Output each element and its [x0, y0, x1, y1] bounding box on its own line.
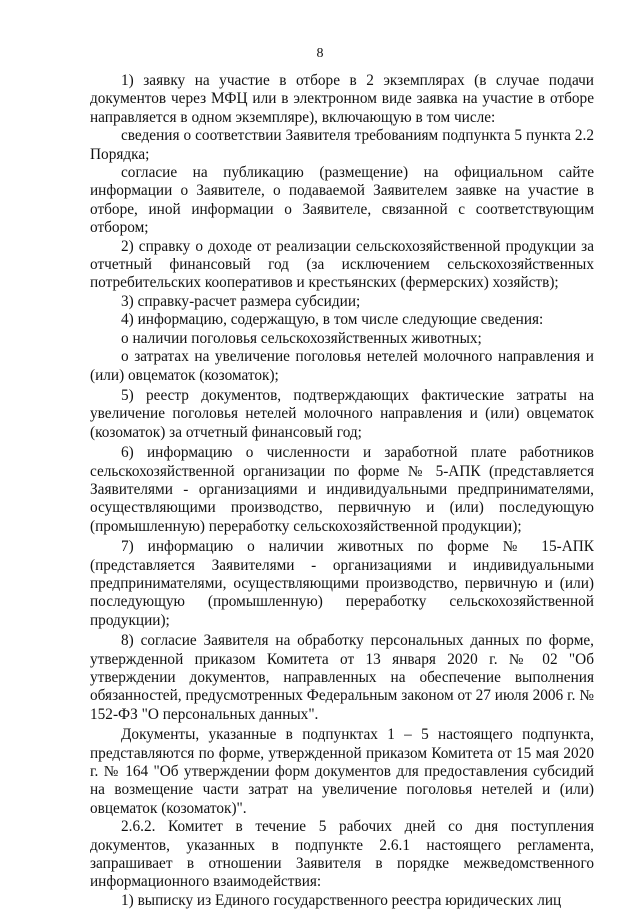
paragraph-item-6-staff-info: 6) информацию о численности и заработной плате работников сельскохозяйственной организации по форме № 5-АПК (представляется Заявителями - организациями и индивидуальными предпринимателями, осуществляющими производство, первичную и (или) последующую (промышленную) переработку сельскохозяйственной продукции); — [90, 444, 594, 535]
page-number: 8 — [316, 46, 324, 61]
paragraph-compliance-info: сведения о соответствии Заявителя требованиям подпункта 5 пункта 2.2 Порядка; — [90, 127, 594, 163]
paragraph-livestock-info: о наличии поголовья сельскохозяйственных животных; — [121, 329, 482, 347]
paragraph-item-5-document-registry: 5) реестр документов, подтверждающих фактические затраты на увеличение поголовья нетелей молочного направления и (или) овцематок (козоматок) за отчетный финансовый год; — [90, 386, 594, 441]
paragraph-2-6-2-interagency-request: 2.6.2. Комитет в течение 5 рабочих дней со дня поступления документов, указанных в подпункте 2.6.1 настоящего регламента, запрашивает в отношении Заявителя в порядке межведомственного информационного взаимодействия: — [90, 818, 594, 891]
paragraph-item-4-information: 4) информацию, содержащую, в том числе следующие сведения: — [121, 311, 544, 329]
document-body — [90, 72, 594, 910]
paragraph-item-8-personal-data-consent: 8) согласие Заявителя на обработку персональных данных по форме, утвержденной приказом Комитета от 13 января 2020 г. № 02 "Об утверждении документов, направленных на обеспечение выполнения обязанностей, предусмотренных Федеральным законом от 27 июля 2006 г. № 152-ФЗ "О персональных данных". — [90, 632, 594, 723]
paragraph-item-1-application: 1) заявку на участие в отборе в 2 экземплярах (в случае подачи документов через МФЦ или в электронном виде заявка на участие в отборе направляется в одном экземпляре), включающую в том числе: — [90, 72, 594, 126]
paragraph-item-7-animals-info: 7) информацию о наличии животных по форме № 15-АПК (представляется Заявителями - организациями и индивидуальными предпринимателями, осуществляющими производство, первичную и (или) последующую (промышленную) переработку сельскохозяйственной продукции); — [90, 538, 594, 629]
paragraph-documents-form: Документы, указанные в подпунктах 1 – 5 настоящего подпункта, представляются по форме, утвержденной приказом Комитета от 15 мая 2020 г. № 164 "Об утверждении форм документов для предоставления субсидий на возмещение части затрат на увеличение поголовья нетелей и (или) овцематок (козоматок)". — [90, 726, 594, 817]
paragraph-publication-consent: согласие на публикацию (размещение) на официальном сайте информации о Заявителе, о подаваемой Заявителем заявке на участие в отборе, иной информации о Заявителе, связанной с соответствующим отбором; — [90, 164, 594, 237]
paragraph-item-3-subsidy-calculation: 3) справку-расчет размера субсидии; — [121, 292, 361, 310]
paragraph-costs-info: о затратах на увеличение поголовья нетелей молочного направления и (или) овцематок (козоматок); — [90, 348, 594, 384]
paragraph-extract-registry: 1) выписку из Единого государственного реестра юридических лиц — [121, 891, 562, 909]
paragraph-item-2-income-certificate: 2) справку о доходе от реализации сельскохозяйственной продукции за отчетный финансовый год (за исключением сельскохозяйственных потребительских кооперативов и крестьянских (фермерских) хозяйств); — [90, 237, 594, 292]
